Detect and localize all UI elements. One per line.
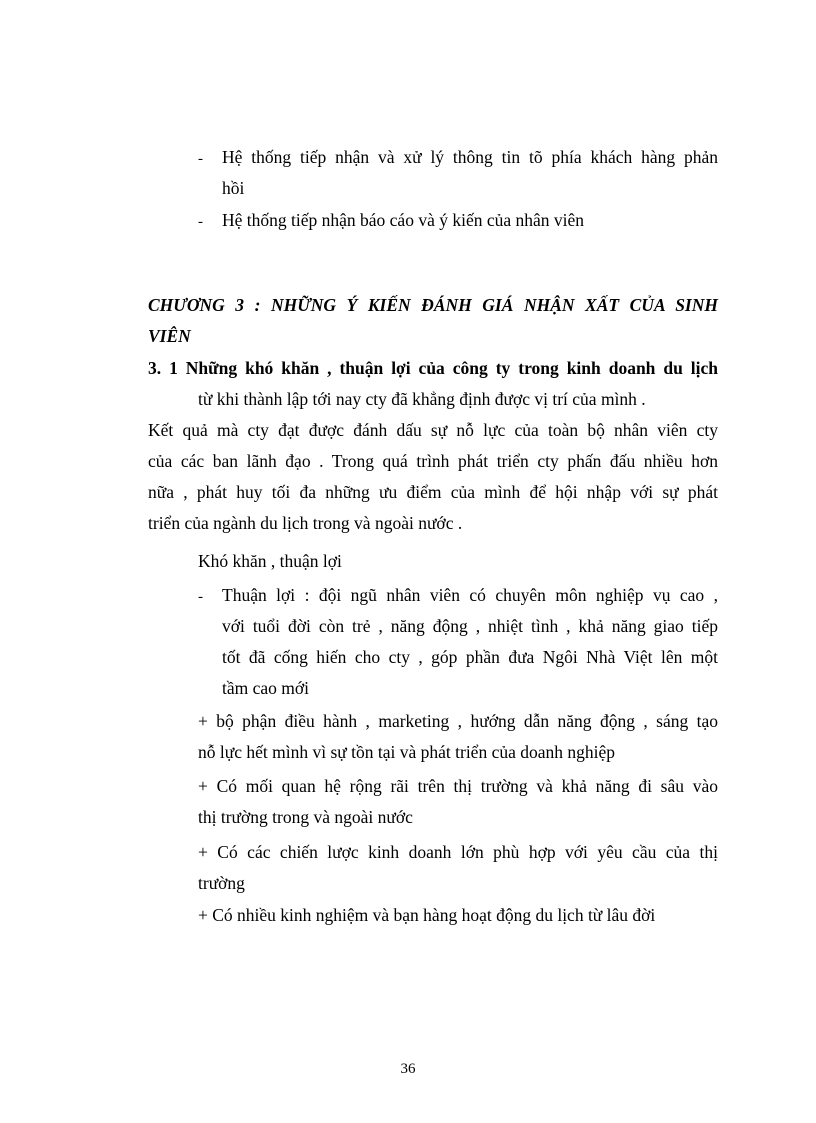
advantage-line: tầm cao mới xyxy=(222,678,310,698)
plus-item-line: + bộ phận điều hành , marketing , hướng dẫn năng động , sáng tạo xyxy=(198,711,718,731)
plus-item-line: + Có mối quan hệ rộng rãi trên thị trường và khả năng đi sâu vào xyxy=(198,776,718,796)
chapter-heading xyxy=(148,290,718,352)
advantage-item xyxy=(222,580,718,704)
paragraph-line: từ khi thành lập tới nay cty đã khẳng định được vị trí của mình . xyxy=(198,389,646,409)
bullet-line: Hệ thống tiếp nhận và xử lý thông tin tõ phía khách hàng phản xyxy=(222,147,718,167)
plus-item xyxy=(198,900,718,931)
plus-item-line: + Có các chiến lược kinh doanh lớn phù hợp với yêu cầu của thị xyxy=(198,842,718,862)
advantage-line: Thuận lợi : đội ngũ nhân viên có chuyên môn nghiệp vụ cao , xyxy=(222,585,718,605)
paragraph-line: nữa , phát huy tối đa những ưu điểm của mình để hội nhập với sự phát xyxy=(148,482,718,502)
paragraph-line: của các ban lãnh đạo . Trong quá trình phát triển cty phấn đấu nhiều hơn xyxy=(148,451,718,471)
plus-item-line: nỗ lực hết mình vì sự tồn tại và phát triển của doanh nghiệp xyxy=(198,742,616,762)
chapter-heading-line: CHƯƠNG 3 : NHỮNG Ý KIẾN ĐÁNH GIÁ NHẬN XẤT CỦA SINH xyxy=(148,295,718,315)
plus-item xyxy=(198,706,718,768)
bullet-item xyxy=(222,142,718,204)
advantage-line: với tuổi đời còn trẻ , năng động , nhiệt tình , khả năng giao tiếp xyxy=(222,616,718,636)
bullet-marker: - xyxy=(198,589,203,605)
chapter-heading-line: VIÊN xyxy=(148,326,191,346)
section-heading: 3. 1 Những khó khăn , thuận lợi của công ty trong kinh doanh du lịch xyxy=(148,358,718,378)
paragraph-line: Kết quả mà cty đạt được đánh dấu sự nỗ lực của toàn bộ nhân viên cty xyxy=(148,420,718,440)
bullet-line: hồi xyxy=(222,178,245,198)
bullet-marker: - xyxy=(198,151,203,167)
sub-heading: Khó khăn , thuận lợi xyxy=(198,551,342,571)
bullet-line: Hệ thống tiếp nhận báo cáo và ý kiến của nhân viên xyxy=(222,210,585,230)
intro-paragraph xyxy=(148,384,718,539)
plus-item xyxy=(198,837,718,899)
plus-item-line: + Có nhiều kinh nghiệm và bạn hàng hoạt động du lịch từ lâu đời xyxy=(198,905,656,925)
plus-item xyxy=(198,771,718,833)
plus-item-line: thị trường trong và ngoài nước xyxy=(198,807,413,827)
bullet-marker: - xyxy=(198,214,203,230)
bullet-item xyxy=(222,205,718,236)
plus-item-line: trường xyxy=(198,873,245,893)
page-number: 36 xyxy=(400,1061,416,1077)
advantage-line: tốt đã cống hiến cho cty , góp phần đưa Ngôi Nhà Việt lên một xyxy=(222,647,718,667)
paragraph-line: triển của ngành du lịch trong và ngoài nước . xyxy=(148,513,463,533)
